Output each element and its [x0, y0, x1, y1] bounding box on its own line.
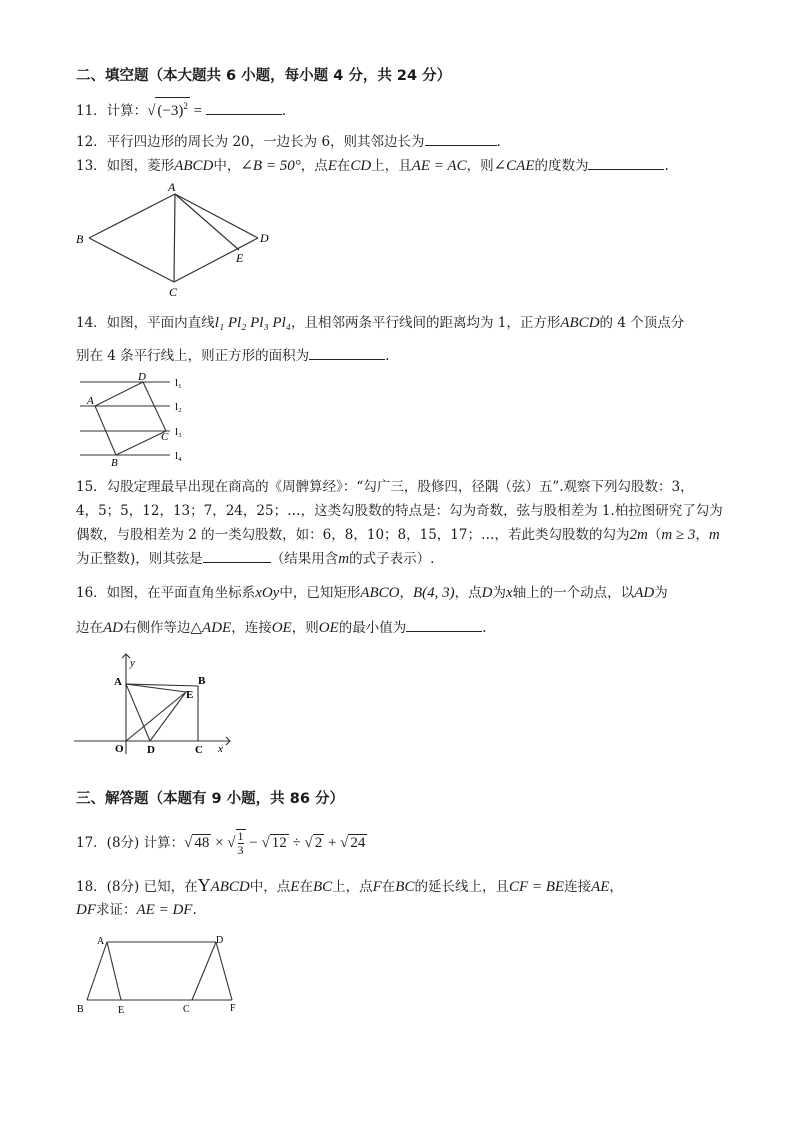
q11-answer-blank[interactable] [206, 100, 282, 115]
edge-cd [174, 238, 258, 282]
question-13: 13．如图，菱形ABCD中，∠B = 50°，点E在CD上，且AE = AC，则∠CAE的度数为 . [76, 155, 669, 177]
question-18-line2: DF求证：AE = DF. [76, 902, 197, 918]
q14-label-l1: l₁ [175, 377, 182, 389]
q14-answer-blank[interactable] [309, 345, 385, 360]
q12-answer-blank[interactable] [425, 131, 497, 146]
q16-label-o: O [115, 743, 124, 755]
edge-dc [192, 942, 216, 1000]
edge-bc [89, 238, 174, 282]
segment-ae [175, 194, 239, 250]
q13-rhombus-figure [72, 180, 282, 300]
q14-label-l3: l₃ [175, 426, 182, 438]
q13-label-d: D [260, 231, 269, 245]
q18-parallelogram-figure [74, 930, 244, 1018]
question-17: 17．(8分) 计算：√ 48 × √ $\frac{1}{3}$ − √ 12 ÷ √ 2 + √ 24 [76, 829, 366, 858]
segment-df [216, 942, 232, 1000]
question-15-line1: 15．勾股定理最早出现在商高的《周髀算经》：“勾广三，股修四，径隅（弦）五”.观察下列勾股数：3， [76, 479, 694, 495]
q18-label-c: C [183, 1004, 190, 1015]
square-abcd [95, 382, 166, 455]
q18-label-b: B [77, 1004, 84, 1015]
q16-answer-blank[interactable] [406, 617, 482, 632]
question-11: 11．计算：√ $(-3)^2$ = . [76, 97, 286, 122]
q16-label-d: D [147, 744, 155, 756]
diagonal-ac [174, 194, 175, 282]
q13-label-b: B [76, 232, 84, 246]
q16-label-y: y [130, 657, 135, 669]
q12-text: 12．平行四边形的周长为 20，一边长为 6，则其邻边长为 [76, 134, 425, 150]
section-2-title: 二、填空题（本大题共 6 小题，每小题 4 分，共 24 分） [76, 68, 452, 84]
q18-label-e: E [118, 1005, 125, 1016]
q14-label-a: A [87, 395, 94, 407]
question-12: 12．平行四边形的周长为 20，一边长为 6，则其邻边长为 . [76, 131, 501, 153]
section-3-title: 三、解答题（本题有 9 小题，共 86 分） [76, 791, 344, 807]
q14-label-l2: l₂ [175, 401, 182, 413]
q16-label-b: B [198, 675, 206, 687]
q14-label-d: D [138, 372, 146, 383]
edge-da [175, 194, 258, 238]
triangle-ade [126, 684, 186, 741]
q13-label-e: E [236, 251, 244, 265]
question-14: 14．如图，平面内直线l₁ Pl₂ Pl₃ Pl₄，且相邻两条平行线间的距离均为 1，正方形ABCD的 4 个顶点分 [76, 315, 685, 331]
q18-label-d: D [216, 935, 224, 946]
q13-label-a: A [168, 180, 176, 194]
q16-label-e: E [186, 689, 194, 701]
question-15-line3: 偶数，与股相差为 2 的一类勾股数，如：6，8，10；8，15，17；…，若此类勾股数的勾为2m（m ≥ 3，m [76, 527, 720, 543]
question-15-line4: 为正整数)，则其弦是 （结果用含m的式子表示）. [76, 548, 434, 570]
q13-label-c: C [169, 285, 178, 299]
segment-ae [107, 942, 121, 1000]
q16-label-a: A [114, 676, 122, 688]
question-15-line2: 4，5；5，12，13；7，24，25；…，这类勾股数的特点是：勾为奇数，弦与股相差为 1.柏拉图研究了勾为 [76, 503, 723, 519]
question-16: 16．如图，在平面直角坐标系xOy中，已知矩形ABCO，B(4, 3)，点D为x轴上的一个动点，以AD为 [76, 585, 668, 601]
q18-label-f: F [230, 1003, 236, 1014]
q14-label-c: C [161, 431, 169, 443]
question-16-line2: 边在AD右侧作等边△ADE，连接OE，则OE的最小值为 . [76, 617, 487, 639]
edge-ab [87, 942, 107, 1000]
q16-label-x: x [218, 743, 223, 755]
q15-answer-blank[interactable] [203, 548, 271, 563]
question-18: 18．(8分) 已知，在YABCD中，点E在BC上，点F在BC的延长线上，且CF = BE连接AE， [76, 875, 623, 895]
q16-label-c: C [195, 744, 203, 756]
q17-expression: √ 48 × √ $\frac{1}{3}$ − √ 12 ÷ √ 2 + √ 24 [184, 829, 366, 858]
q14-label-l4: l₄ [175, 450, 182, 462]
edge-ab [89, 194, 175, 238]
q14-parallel-lines-figure [72, 372, 202, 468]
q13-answer-blank[interactable] [588, 155, 664, 170]
q11-label: 11．计算： [76, 103, 148, 119]
question-14-line2: 别在 4 条平行线上，则正方形的面积为 . [76, 345, 389, 367]
q11-expression: √ $(-3)^2$ = [147, 103, 206, 119]
q18-label-a: A [97, 936, 105, 947]
q14-label-b: B [111, 457, 118, 468]
q16-coordinate-figure [70, 648, 240, 760]
